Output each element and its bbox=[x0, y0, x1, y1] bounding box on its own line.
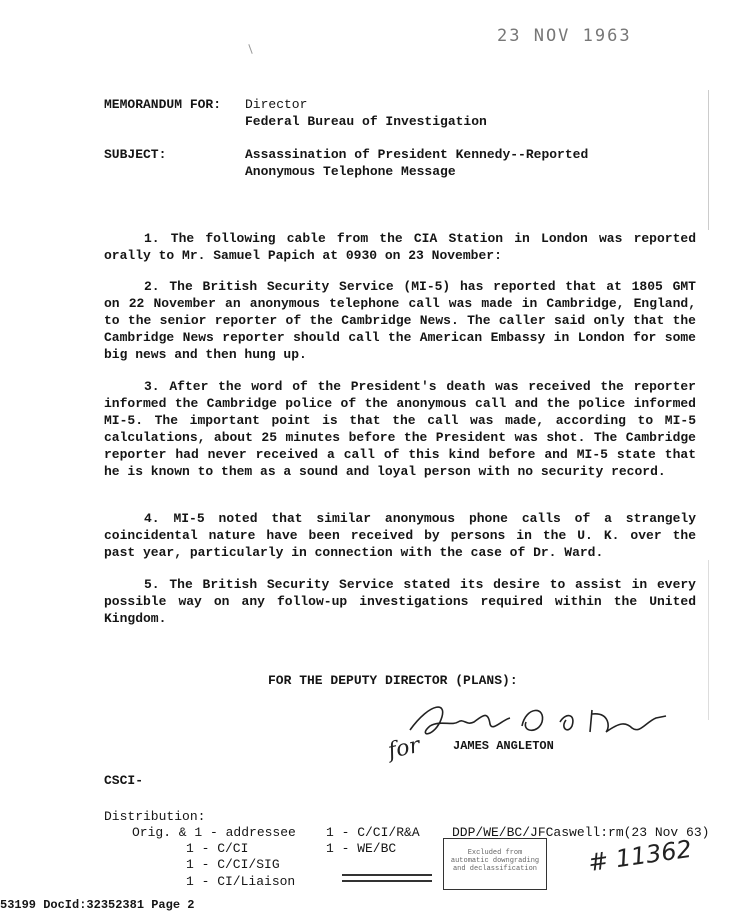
subject-line1: Assassination of President Kennedy--Reported bbox=[245, 147, 589, 162]
body-paragraph-3 bbox=[104, 378, 696, 480]
subject-label: SUBJECT: bbox=[104, 147, 167, 162]
body-paragraph-1 bbox=[104, 230, 696, 264]
signatory-name: JAMES ANGLETON bbox=[453, 739, 554, 753]
body-paragraph-4 bbox=[104, 510, 696, 561]
memo-to-line2: Federal Bureau of Investigation bbox=[245, 114, 487, 129]
distribution-col1-item: 1 - C/CI/SIG bbox=[186, 857, 280, 872]
signature-for-line: FOR THE DEPUTY DIRECTOR (PLANS): bbox=[268, 673, 518, 688]
routing-line: DDP/WE/BC/JFCaswell:rm(23 Nov 63) bbox=[452, 825, 710, 840]
paragraph-text: 3. After the word of the President's death was received the reporter informed the Cambridge police of the anonymous call and the police informed MI-5. The important point is that the call was made, according to MI-5 calculations, about 25 minutes before the President was shot. The Cambridge reporter had never received a call of this kind before and MI-5 state that he is known to them as a sound and loyal person with no security record. bbox=[104, 379, 696, 479]
handwritten-number: # 11362 bbox=[586, 834, 694, 878]
body-paragraph-2 bbox=[104, 278, 696, 363]
distribution-col1-item: 1 - C/CI bbox=[186, 841, 249, 856]
distribution-col2-item: 1 - WE/BC bbox=[326, 841, 397, 856]
scan-mark bbox=[708, 90, 709, 230]
cscl-label: CSCI- bbox=[104, 773, 144, 788]
distribution-col1-item: Orig. & 1 - addressee bbox=[132, 825, 296, 840]
distribution-col1-item: 1 - CI/Liaison bbox=[186, 874, 296, 889]
stamp-text: Excluded from automatic downgrading and declassification bbox=[450, 849, 540, 873]
paragraph-text: 5. The British Security Service stated its desire to assist in every possible way on any follow-up investigations required within the United Kingdom. bbox=[104, 577, 696, 626]
distribution-col2-item: 1 - C/CI/R&A bbox=[326, 825, 420, 840]
scan-mark bbox=[708, 560, 709, 720]
scan-mark bbox=[248, 44, 252, 54]
strike-mark bbox=[342, 880, 432, 882]
footer-docid: 53199 DocId:32352381 Page 2 bbox=[0, 898, 195, 912]
memo-to-line1: Director bbox=[245, 97, 308, 112]
strike-mark bbox=[342, 874, 432, 876]
classification-stamp bbox=[443, 838, 547, 890]
paragraph-text: 1. The following cable from the CIA Station in London was reported orally to Mr. Samuel Papich at 0930 on 23 November: bbox=[104, 231, 696, 263]
memo-label: MEMORANDUM FOR: bbox=[104, 97, 222, 112]
handwritten-for: for bbox=[385, 732, 423, 765]
distribution-label: Distribution: bbox=[104, 809, 206, 824]
paragraph-text: 4. MI-5 noted that similar anonymous phone calls of a strangely coincidental nature have been received by persons in the U. K. over the past year, particularly in connection with the case of Dr. Ward. bbox=[104, 511, 696, 560]
paragraph-text: 2. The British Security Service (MI-5) has reported that at 1805 GMT on 22 November an anonymous telephone call was made in Cambridge, England, to the senior reporter of the Cambridge News. The caller said only that the Cambridge News reporter should call the American Embassy in London for some big news and then hung up. bbox=[104, 279, 696, 362]
body-paragraph-5 bbox=[104, 576, 696, 627]
date-stamp: 23 NOV 1963 bbox=[497, 26, 632, 46]
subject-line2: Anonymous Telephone Message bbox=[245, 164, 456, 179]
